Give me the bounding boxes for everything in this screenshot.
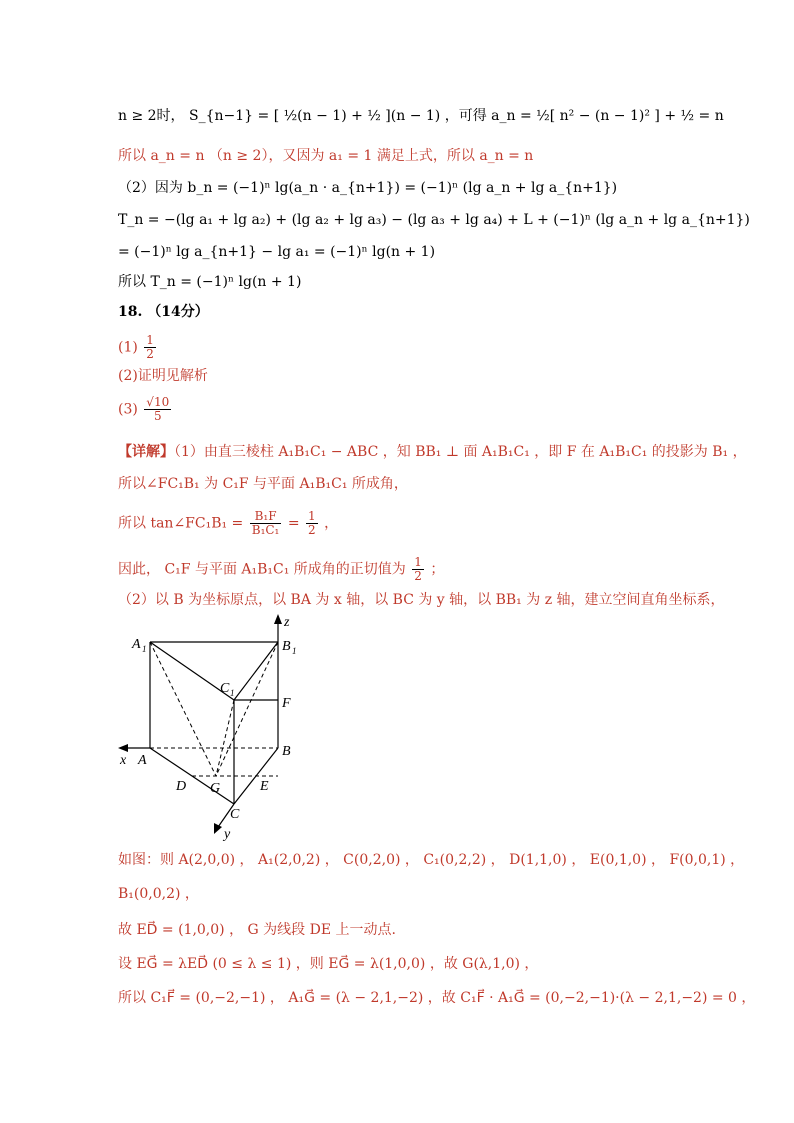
- prism-figure: [116, 612, 316, 842]
- answer-2: (2)证明见解析: [118, 368, 208, 384]
- label-c1-sub: 1: [230, 688, 235, 698]
- question-number: 18. （14分）: [118, 304, 209, 320]
- detail-p1-text: （1）由直三棱柱 A₁B₁C₁ − ABC ，知 BB₁ ⊥ 面 A₁B₁C₁ ，即 F 在 A₁B₁C₁ 的投影为 B₁ ，: [174, 444, 747, 460]
- answer-3-label: (3): [118, 401, 138, 418]
- detail-p3-pre: 所以 tan∠FC₁B₁ =: [118, 515, 244, 532]
- solution-line-4: T_n = −(lg a₁ + lg a₂) + (lg a₂ + lg a₃) − (lg a₃ + lg a₄) + L + (−1)ⁿ (lg a_n + lg a_{n+1}): [118, 212, 750, 228]
- detail-p4-frac: $\frac{1}{2}$: [414, 555, 422, 584]
- detail-p1: [118, 444, 747, 461]
- label-f: F: [282, 696, 291, 711]
- detail-p4-post: ；: [430, 561, 445, 578]
- answer-1-label: (1): [118, 339, 138, 356]
- solution-line-1: n ≥ 2时， S_{n−1} = [ ½(n − 1) + ½ ](n − 1) ，可得 a_n = ½[ n² − (n − 1)² ] + ½ = n: [118, 108, 724, 124]
- solution-line-3: （2）因为 b_n = (−1)ⁿ lg(a_n · a_{n+1}) = (−1)ⁿ (lg a_n + lg a_{n+1}): [118, 180, 618, 196]
- answer-3: [118, 396, 173, 423]
- detail-p3-frac2: $\frac{1}{2}$: [308, 509, 316, 538]
- label-y: y: [224, 827, 231, 842]
- segment-a1g-hidden: [150, 642, 216, 776]
- coords-line-2: B₁(0,0,2) ，: [118, 886, 199, 902]
- label-a: A: [138, 753, 147, 768]
- answer-1: [118, 334, 158, 361]
- label-b1: B: [282, 639, 291, 654]
- detail-p5: （2）以 B 为坐标原点，以 BA 为 x 轴，以 BC 为 y 轴，以 BB₁ 为 z 轴，建立空间直角坐标系，: [118, 592, 725, 608]
- answer-3-fraction: $\frac{√10}{5}$: [146, 395, 170, 424]
- label-e: E: [260, 779, 269, 794]
- label-b1-sub: 1: [292, 646, 297, 656]
- z-arrow-icon: [274, 614, 282, 624]
- label-c: C: [230, 807, 240, 822]
- solution-line-5: = (−1)ⁿ lg a_{n+1} − lg a₁ = (−1)ⁿ lg(n + 1): [118, 244, 436, 260]
- detail-p3: [118, 510, 338, 537]
- segment-c1g-hidden: [216, 700, 234, 776]
- label-a1-sub: 1: [142, 644, 147, 654]
- label-g: G: [210, 781, 221, 796]
- answer-1-fraction: $\frac{1}{2}$: [146, 333, 154, 362]
- vector-line-1: 故 ED⃗ = (1,0,0) ， G 为线段 DE 上一动点.: [118, 922, 396, 938]
- detail-p4: [118, 556, 444, 583]
- segment-b1g-hidden: [216, 642, 278, 776]
- detail-p3-post: ，: [324, 515, 339, 532]
- label-z: z: [284, 615, 290, 630]
- label-x: x: [120, 753, 127, 768]
- label-a1: A: [132, 637, 141, 652]
- detail-p4-pre: 因此， C₁F 与平面 A₁B₁C₁ 所成角的正切值为: [118, 561, 406, 578]
- detail-tag: 【详解】: [118, 444, 174, 460]
- label-c1: C: [220, 681, 230, 696]
- y-arrow-icon: [214, 823, 222, 834]
- vector-line-2: 设 EG⃗ = λED⃗ (0 ≤ λ ≤ 1) ，则 EG⃗ = λ(1,0,0) ，故 G(λ,1,0) ，: [118, 956, 539, 972]
- coords-line-1: 如图：则 A(2,0,0) ， A₁(2,0,2) ， C(0,2,0) ， C₁(0,2,2) ， D(1,1,0) ， E(0,1,0) ， F(0,0,1) ，: [118, 852, 745, 868]
- solution-line-2: 所以 a_n = n （n ≥ 2），又因为 a₁ = 1 满足上式，所以 a_n = n: [118, 148, 534, 164]
- vector-line-3: 所以 C₁F⃗ = (0,−2,−1) ， A₁G⃗ = (λ − 2,1,−2) ，故 C₁F⃗ · A₁G⃗ = (0,−2,−1)·(λ − 2,1,−2) = 0 ，: [118, 990, 756, 1006]
- label-d: D: [176, 779, 187, 794]
- detail-p3-eq: =: [287, 515, 300, 532]
- detail-p2: 所以∠FC₁B₁ 为 C₁F 与平面 A₁B₁C₁ 所成角，: [118, 476, 408, 492]
- label-b: B: [282, 744, 291, 759]
- solution-line-6: 所以 T_n = (−1)ⁿ lg(n + 1): [118, 274, 302, 290]
- x-arrow-icon: [118, 744, 128, 752]
- detail-p3-frac1: $\frac{\text{B₁F}}{\text{B₁C₁}}$: [251, 509, 280, 538]
- edge-b1c1: [234, 642, 278, 700]
